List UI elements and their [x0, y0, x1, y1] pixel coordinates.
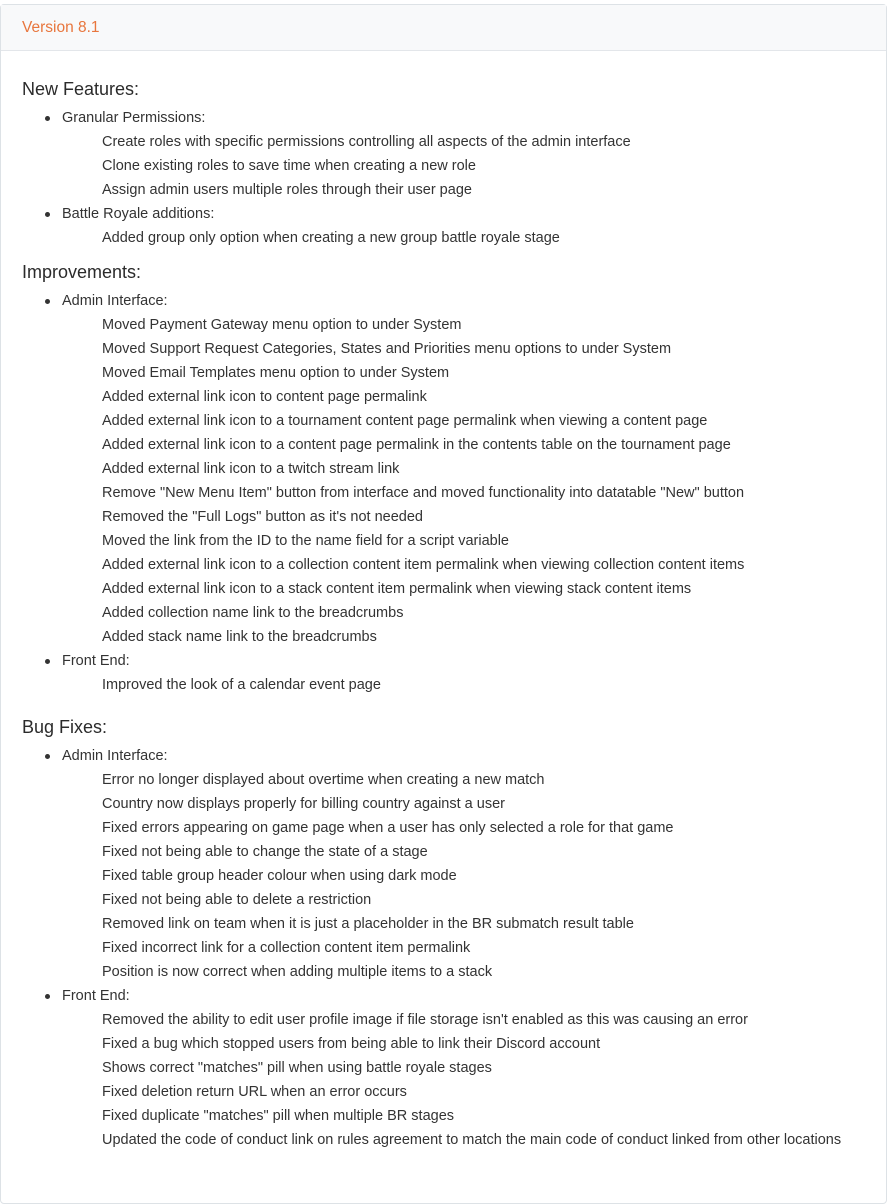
group: [22, 649, 886, 697]
list-item: Fixed table group header colour when using dark mode: [102, 868, 457, 884]
list-item: Added external link icon to a twitch stream link: [102, 461, 400, 477]
group-label-text: Front End:: [62, 988, 130, 1004]
list-item: Improved the look of a calendar event page: [102, 677, 381, 693]
group-label: [22, 649, 886, 673]
item-list: [22, 226, 886, 250]
list-item: Assign admin users multiple roles through their user page: [102, 182, 472, 198]
item-list: [22, 673, 886, 697]
list-item: Moved Support Request Categories, States and Priorities menu options to under System: [102, 341, 672, 357]
group: [22, 744, 886, 984]
card-body: [1, 51, 886, 1152]
group-label: [22, 984, 886, 1008]
list-item: Fixed duplicate "matches" pill when multiple BR stages: [102, 1108, 455, 1124]
changelog-card: [0, 4, 887, 1204]
list-item: Added external link icon to a tournament content page permalink when viewing a content page: [102, 413, 708, 429]
item-list: [22, 768, 886, 984]
group: [22, 289, 886, 649]
list-item: Added external link icon to content page permalink: [102, 389, 427, 405]
list-item: Fixed not being able to change the state of a stage: [102, 844, 428, 860]
card-header: [1, 5, 886, 51]
bullet-icon: [45, 116, 50, 121]
item-list: [22, 130, 886, 202]
list-item: Fixed deletion return URL when an error occurs: [102, 1084, 407, 1100]
list-item: Moved Payment Gateway menu option to under System: [102, 317, 462, 333]
list-item: Fixed errors appearing on game page when a user has only selected a role for that game: [102, 820, 674, 836]
list-item: Updated the code of conduct link on rules agreement to match the main code of conduct linked from other locations: [102, 1132, 842, 1148]
list-item: Added stack name link to the breadcrumbs: [102, 629, 377, 645]
group-list: [22, 289, 886, 697]
group: [22, 984, 886, 1152]
group-label: [22, 289, 886, 313]
bullet-icon: [45, 299, 50, 304]
list-item: Added collection name link to the breadcrumbs: [102, 605, 404, 621]
list-item: Moved Email Templates menu option to under System: [102, 365, 450, 381]
item-list: [22, 1008, 886, 1152]
list-item: Removed link on team when it is just a placeholder in the BR submatch result table: [102, 916, 634, 932]
version-title: Version 8.1: [22, 18, 100, 36]
section-title: Improvements:: [22, 262, 142, 282]
list-item: Added external link icon to a stack content item permalink when viewing stack content items: [102, 581, 692, 597]
bullet-icon: [45, 994, 50, 999]
section-new-features: [22, 51, 886, 250]
group-label-text: Granular Permissions:: [62, 110, 206, 126]
list-item: Country now displays properly for billing country against a user: [102, 796, 505, 812]
list-item: Fixed incorrect link for a collection content item permalink: [102, 940, 471, 956]
group-label: [22, 744, 886, 768]
list-item: Fixed not being able to delete a restriction: [102, 892, 372, 908]
list-item: Remove "New Menu Item" button from interface and moved functionality into datatable "New" button: [102, 485, 745, 501]
list-item: Shows correct "matches" pill when using battle royale stages: [102, 1060, 492, 1076]
group-label: [22, 106, 886, 130]
section-title: Bug Fixes:: [22, 717, 108, 737]
section-bug-fixes: [22, 697, 886, 1152]
list-item: Removed the ability to edit user profile image if file storage isn't enabled as this was causing an error: [102, 1012, 748, 1028]
list-item: Added group only option when creating a new group battle royale stage: [102, 230, 560, 246]
bullet-icon: [45, 754, 50, 759]
group: [22, 202, 886, 250]
list-item: Create roles with specific permissions controlling all aspects of the admin interface: [102, 134, 631, 150]
bullet-icon: [45, 212, 50, 217]
list-item: Fixed a bug which stopped users from being able to link their Discord account: [102, 1036, 601, 1052]
group-label-text: Battle Royale additions:: [62, 206, 215, 222]
group: [22, 106, 886, 202]
list-item: Moved the link from the ID to the name field for a script variable: [102, 533, 509, 549]
group-label-text: Admin Interface:: [62, 748, 168, 764]
list-item: Added external link icon to a collection content item permalink when viewing collection content items: [102, 557, 745, 573]
section-title: New Features:: [22, 79, 140, 99]
list-item: Added external link icon to a content page permalink in the contents table on the tournament page: [102, 437, 731, 453]
list-item: Clone existing roles to save time when creating a new role: [102, 158, 476, 174]
group-label-text: Front End:: [62, 653, 130, 669]
group-label: [22, 202, 886, 226]
section-improvements: [22, 250, 886, 697]
list-item: Error no longer displayed about overtime when creating a new match: [102, 772, 545, 788]
list-item: Removed the "Full Logs" button as it's not needed: [102, 509, 423, 525]
list-item: Position is now correct when adding multiple items to a stack: [102, 964, 493, 980]
group-list: [22, 106, 886, 250]
group-label-text: Admin Interface:: [62, 293, 168, 309]
group-list: [22, 744, 886, 1152]
item-list: [22, 313, 886, 649]
bullet-icon: [45, 659, 50, 664]
